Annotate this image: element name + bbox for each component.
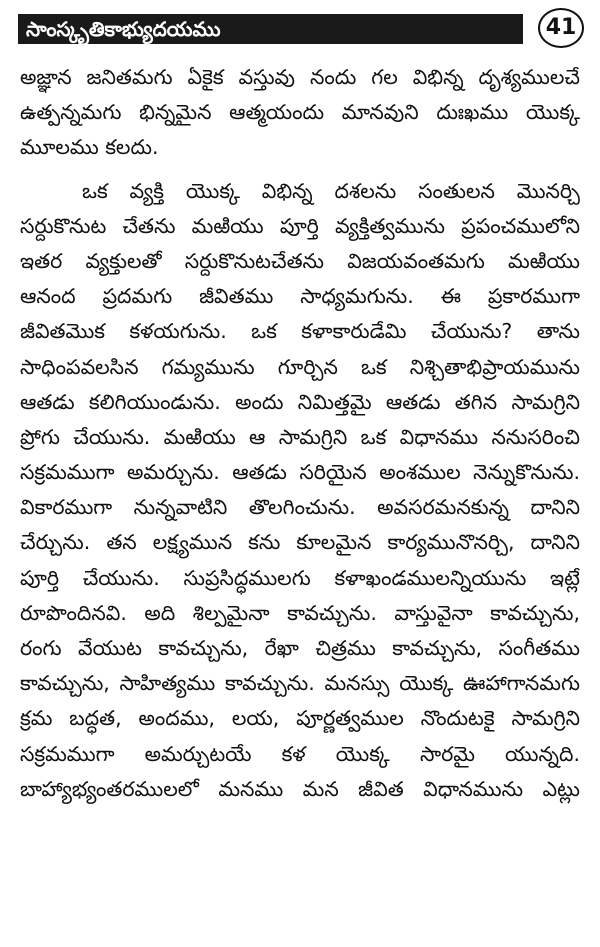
- text-line: ఆనంద ప్రదమగు జీవితము సాధ్యమగును. ఈ ప్రకారముగా: [20, 284, 580, 309]
- paragraph: [20, 174, 580, 807]
- text-line: పూర్తి చేయును. సుప్రసిద్ధములగు కళాఖండములన్నియును ఇట్లే: [20, 565, 580, 590]
- text-line: రంగు వేయుట కావచ్చును, రేఖా చిత్రము కావచ్చును, సంగీతము: [20, 636, 580, 660]
- text-line: ఒక వ్యక్తి యొక్క విభిన్న దశలను సంతులన మొనర్చి: [82, 178, 580, 203]
- text-line: సక్రమముగా అమర్చును. ఆతడు సరియైన అంశముల నెన్నుకొనును.: [20, 460, 580, 485]
- text-line: మూలము కలదు.: [20, 135, 159, 160]
- page-body: [20, 60, 580, 807]
- text-line: సాధింపవలసిన గమ్యమును గూర్చిన ఒక నిశ్చితాభిప్రాయమును: [20, 354, 580, 379]
- text-line: ఆతడు కలిగియుండును. అందు నిమిత్తమై ఆతడు తగిన సామగ్రిని: [20, 389, 580, 414]
- text-line: రూపొందినవి. అది శిల్పమైనా కావచ్చును. వాస్తువైనా కావచ్చును,: [20, 600, 580, 625]
- text-line: ఇతర వ్యక్తులతో సర్దుకొనుటచేతను విజయవంతమగు మఱియు: [20, 248, 580, 273]
- text-line: బాహ్యాభ్యంతరములలో మనము మన జీవిత విధానమును ఎట్లు: [20, 776, 580, 801]
- paragraph: [20, 60, 580, 166]
- text-line: అజ్ఞాన జనితమగు ఏకైక వస్తువు నందు గల విభిన్న దృశ్యములచే: [20, 65, 580, 89]
- text-line: సక్రమముగా అమర్చుటయే కళ యొక్క సారమై యున్నది.: [20, 741, 580, 766]
- text-line: ప్రోగు చేయును. మఱియు ఆ సామగ్రిని ఒక విధానము ననుసరించి: [20, 424, 580, 449]
- page-number: 41: [538, 8, 584, 48]
- page-header: [18, 8, 584, 52]
- text-line: క్రమ బద్ధత, అందము, లయ, పూర్ణత్వముల నొందుటకై సామగ్రిని: [20, 706, 580, 731]
- text-line: కావచ్చును, సాహిత్యము కావచ్చును. మనస్సు యొక్క ఊహాగానమగు: [20, 671, 580, 696]
- text-line: సర్దుకొనుట చేతను మఱియు పూర్తి వ్యక్తిత్వమును ప్రపంచములోని: [20, 213, 580, 238]
- text-line: వికారముగా నున్నవాటిని తొలగించును. అవసరమనకున్న దానిని: [20, 495, 580, 520]
- text-line: జీవితమొక కళయగును. ఒక కళాకారుడేమి చేయును? తాను: [20, 319, 580, 344]
- text-line: ఉత్పన్నమగు భిన్నమైన ఆత్మయందు మానవుని దుఃఖము యొక్క: [20, 100, 580, 125]
- running-title: సాంస్కృతికాభ్యుదయము: [18, 14, 523, 44]
- text-line: చేర్చును. తన లక్ష్యమున కను కూలమైన కార్యమునొనర్చి, దానిని: [20, 530, 580, 555]
